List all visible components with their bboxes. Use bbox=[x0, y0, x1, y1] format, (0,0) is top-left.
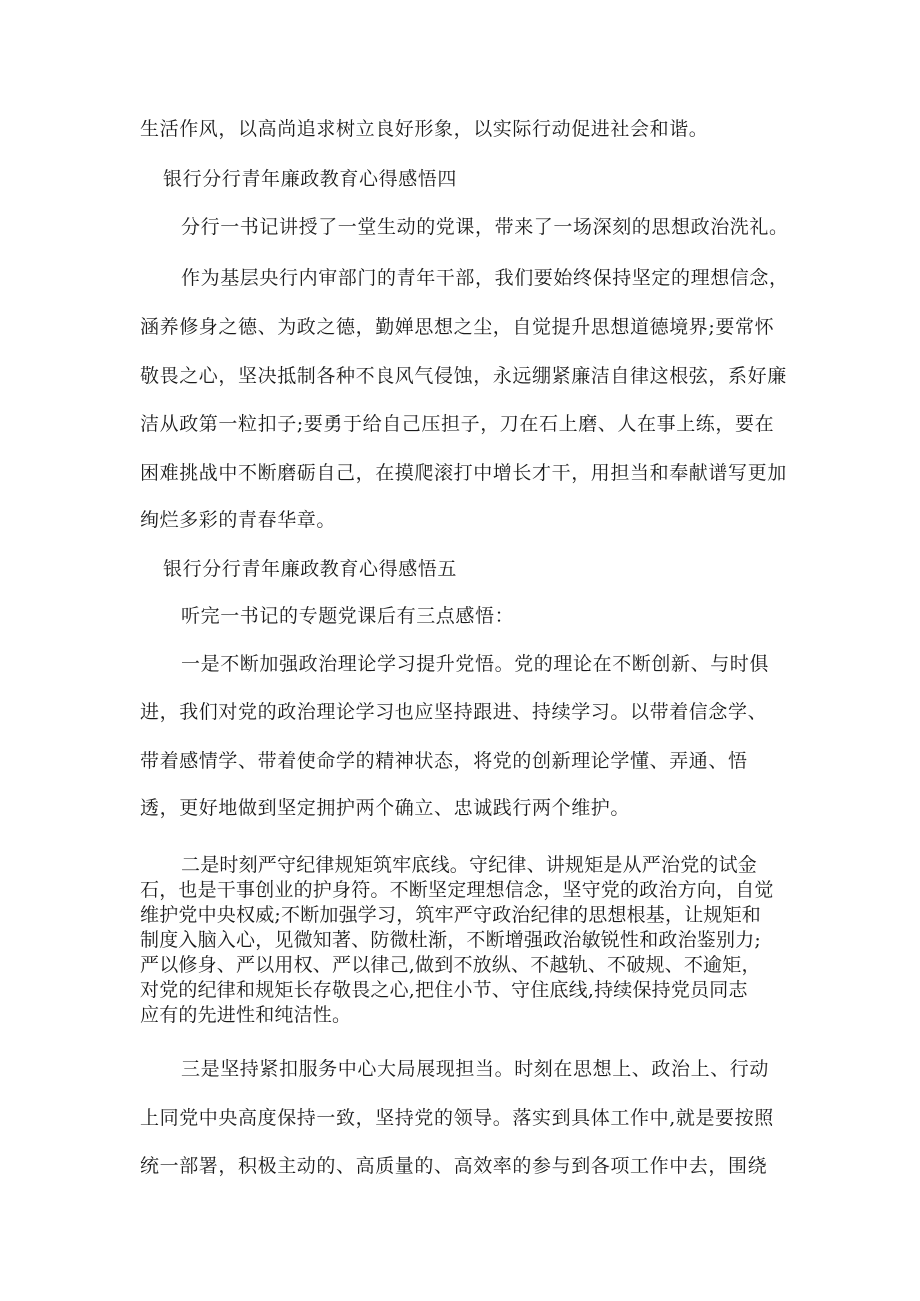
body-text-line: 对党的纪律和规矩长存敬畏之心,把住小节、守住底线,持续保持党员同志 bbox=[140, 979, 748, 1001]
body-text-line: 洁从政第一粒扣子;要勇于给自己压担子，刀在石上磨、人在事上练，要在 bbox=[140, 413, 775, 435]
body-text-line: 敬畏之心，坚决抵制各种不良风气侵蚀，永远绷紧廉洁自律这根弦，系好廉 bbox=[140, 365, 787, 387]
body-text-line: 透，更好地做到坚定拥护两个确立、忠诚践行两个维护。 bbox=[140, 797, 631, 819]
body-text-line: 维护党中央权威;不断加强学习，筑牢严守政治纪律的思想根基，让规矩和 bbox=[140, 904, 762, 926]
body-text-line: 制度入脑入心，见微知著、防微杜渐，不断增强政治敏锐性和政治鉴别力; bbox=[140, 929, 762, 951]
section-heading: 银行分行青年廉政教育心得感悟五 bbox=[163, 558, 458, 580]
paragraph-first-line: 作为基层央行内审部门的青年干部，我们要始终保持坚定的理想信念， bbox=[181, 267, 789, 289]
body-text-line: 涵养修身之德、为政之德，勤婵思想之尘，自觉提升思想道德境界;要常怀 bbox=[140, 316, 775, 338]
body-text-line: 统一部署，积极主动的、高质量的、高效率的参与到各项工作中去，围绕 bbox=[140, 1155, 768, 1177]
body-text-line: 进，我们对党的政治理论学习也应坚持跟进、持续学习。以带着信念学、 bbox=[140, 701, 768, 723]
paragraph-first-line: 三是坚持紧扣服务中心大局展现担当。时刻在思想上、政治上、行动 bbox=[181, 1058, 770, 1080]
body-text-line: 绚烂多彩的青春华章。 bbox=[140, 509, 337, 531]
paragraph-first-line: 分行一书记讲授了一堂生动的党课，带来了一场深刻的思想政治洗礼。 bbox=[181, 216, 789, 238]
paragraph-first-line: 听完一书记的专题党课后有三点感悟： bbox=[181, 605, 515, 627]
body-text-line: 带着感情学、带着使命学的精神状态，将党的创新理论学懂、弄通、悟 bbox=[140, 750, 748, 772]
body-text-line: 生活作风，以高尚追求树立良好形象，以实际行动促进社会和谐。 bbox=[140, 118, 709, 140]
body-text-line: 上同党中央高度保持一致，坚持党的领导。落实到具体工作中,就是要按照 bbox=[140, 1107, 774, 1129]
body-text-line: 应有的先进性和纯洁性。 bbox=[140, 1004, 352, 1026]
section-heading: 银行分行青年廉政教育心得感悟四 bbox=[163, 168, 458, 190]
paragraph-first-line: 一是不断加强政治理论学习提升党悟。党的理论在不断创新、与时俱 bbox=[181, 653, 770, 675]
body-text-line: 石，也是干事创业的护身符。不断坚定理想信念，坚守党的政治方向，自觉 bbox=[140, 879, 774, 901]
paragraph-first-line: 二是时刻严守纪律规矩筑牢底线。守纪律、讲规矩是从严治党的试金 bbox=[181, 854, 758, 876]
body-text-line: 严以修身、严以用权、严以律己,做到不放纵、不越轨、不破规、不逾矩， bbox=[140, 954, 761, 976]
body-text-line: 困难挑战中不断磨砺自己，在摸爬滚打中增长才干，用担当和奉献谱写更加 bbox=[140, 462, 787, 484]
